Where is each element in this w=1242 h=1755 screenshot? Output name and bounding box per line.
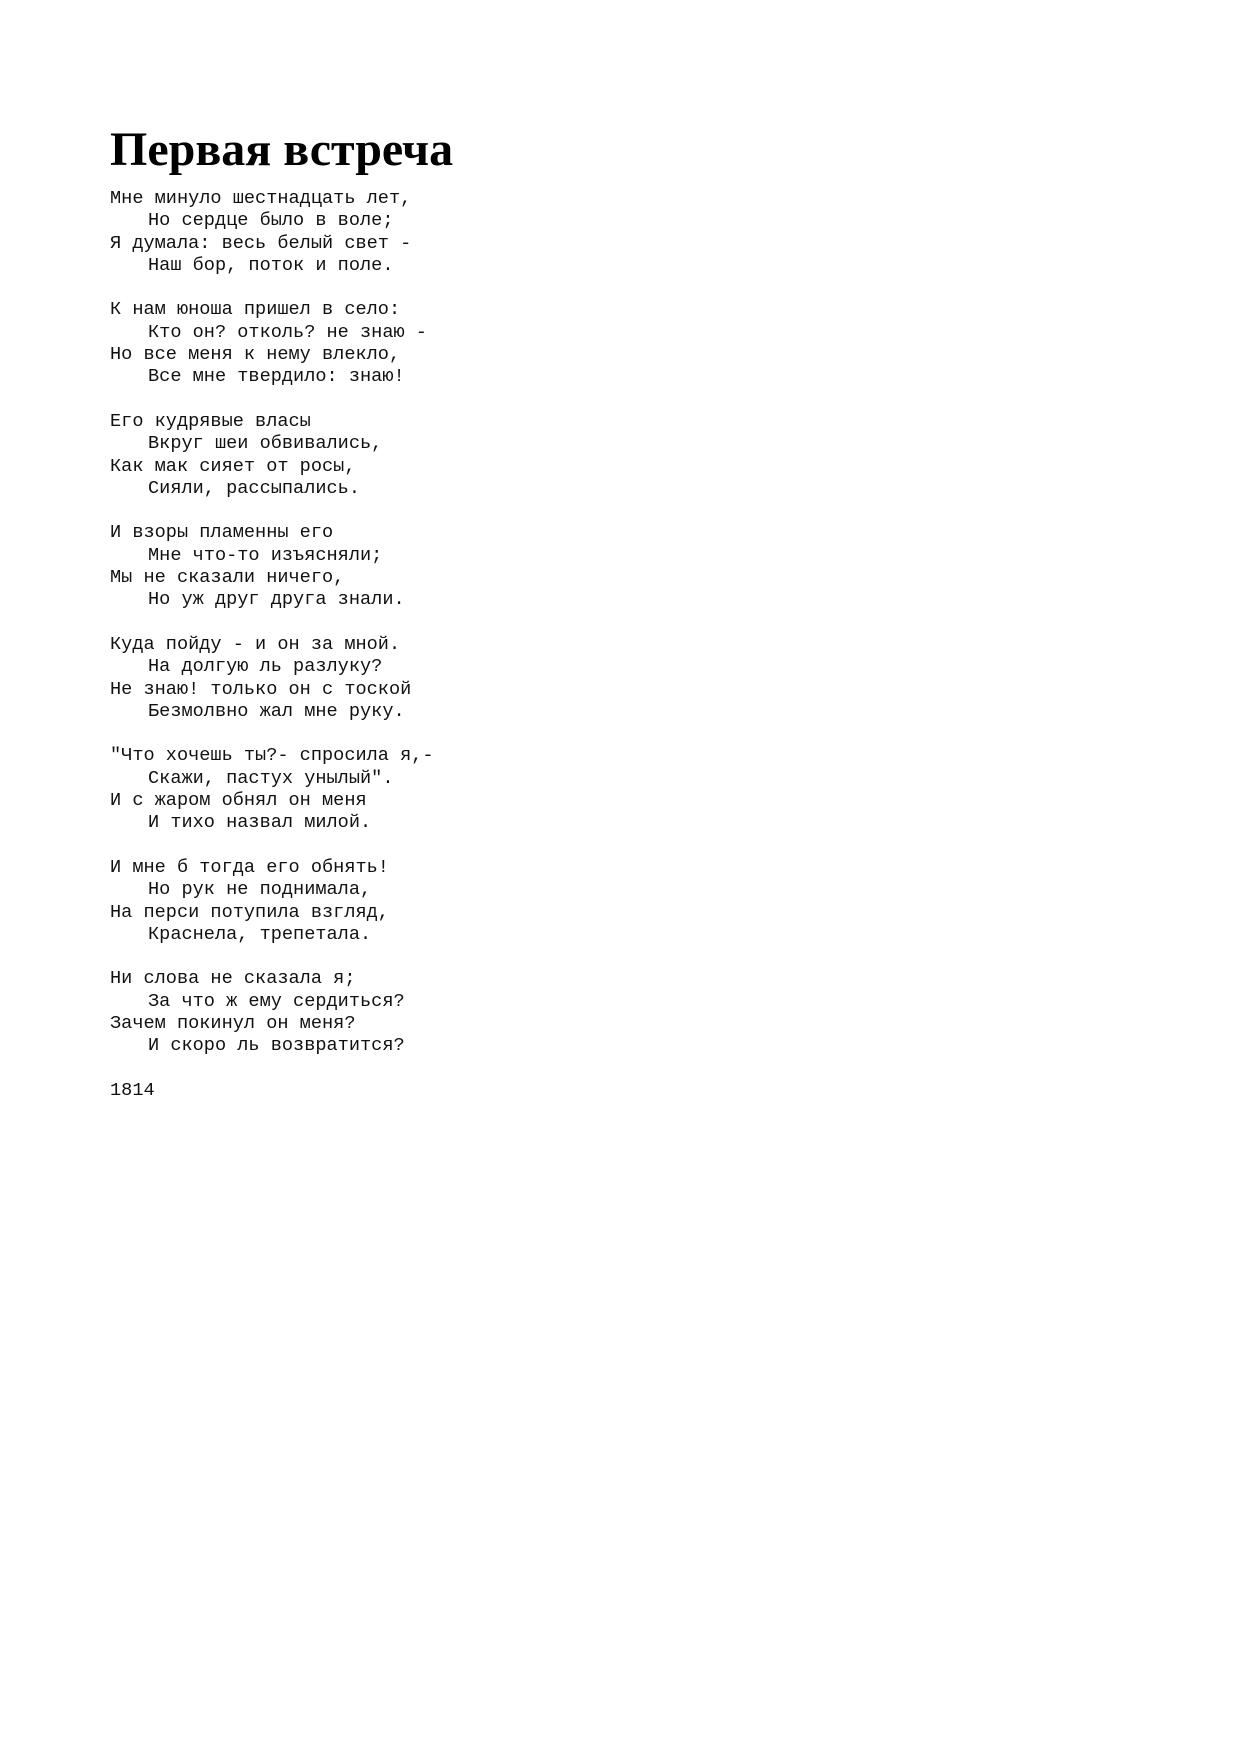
- poem-line: Я думала: весь белый свет -: [110, 232, 412, 254]
- poem-line: Но уж друг друга знали.: [148, 589, 405, 611]
- stanza: [110, 411, 1010, 500]
- poem-line: "Что хочешь ты?- спросила я,-: [110, 745, 434, 767]
- poem-body: [110, 188, 1010, 1058]
- stanza: [110, 857, 1010, 946]
- poem-line: Зачем покинул он меня?: [110, 1012, 356, 1034]
- poem-line: И взоры пламенны его: [110, 522, 334, 544]
- document-page: [110, 120, 1010, 1102]
- poem-line: Безмолвно жал мне руку.: [148, 700, 405, 722]
- poem-line: И скоро ль возвратится?: [148, 1035, 405, 1057]
- poem-line: Ни слова не сказала я;: [110, 968, 356, 990]
- poem-line: Куда пойду - и он за мной.: [110, 633, 401, 655]
- poem-line: Не знаю! только он с тоской: [110, 678, 412, 700]
- poem-line: Но рук не поднимала,: [148, 879, 372, 901]
- poem-line: И с жаром обнял он меня: [110, 790, 367, 812]
- poem-line: На перси потупила взгляд,: [110, 901, 389, 923]
- poem-line: За что ж ему сердиться?: [148, 990, 405, 1012]
- poem-line: Мы не сказали ничего,: [110, 567, 345, 589]
- stanza: [110, 299, 1010, 388]
- poem-line: Но сердце было в воле;: [148, 210, 394, 232]
- poem-line: К нам юноша пришел в село:: [110, 299, 401, 321]
- poem-line: Как мак сияет от росы,: [110, 455, 356, 477]
- stanza: [110, 522, 1010, 611]
- poem-line: Кто он? отколь? не знаю -: [148, 321, 427, 343]
- poem-year: 1814: [110, 1079, 155, 1101]
- poem-line: Все мне твердило: знаю!: [148, 366, 405, 388]
- poem-line: Наш бор, поток и поле.: [148, 254, 394, 276]
- poem-line: И тихо назвал милой.: [148, 812, 372, 834]
- poem-line: Мне минуло шестнадцать лет,: [110, 188, 412, 209]
- poem-line: Мне что-то изъясняли;: [148, 544, 383, 566]
- poem-line: Сияли, рассыпались.: [148, 477, 361, 499]
- poem-line: На долгую ль разлуку?: [148, 656, 383, 678]
- poem-line: Его кудрявые власы: [110, 410, 311, 432]
- stanza: [110, 188, 1010, 277]
- stanza: [110, 968, 1010, 1057]
- poem-line: Вкруг шеи обвивались,: [148, 433, 383, 455]
- poem-line: Скажи, пастух унылый".: [148, 767, 394, 789]
- stanza: [110, 634, 1010, 723]
- poem-title: Первая встреча: [110, 123, 454, 176]
- poem-line: Краснела, трепетала.: [148, 923, 372, 945]
- poem-line: Но все меня к нему влекло,: [110, 344, 401, 366]
- stanza: [110, 745, 1010, 834]
- poem-line: И мне б тогда его обнять!: [110, 856, 389, 878]
